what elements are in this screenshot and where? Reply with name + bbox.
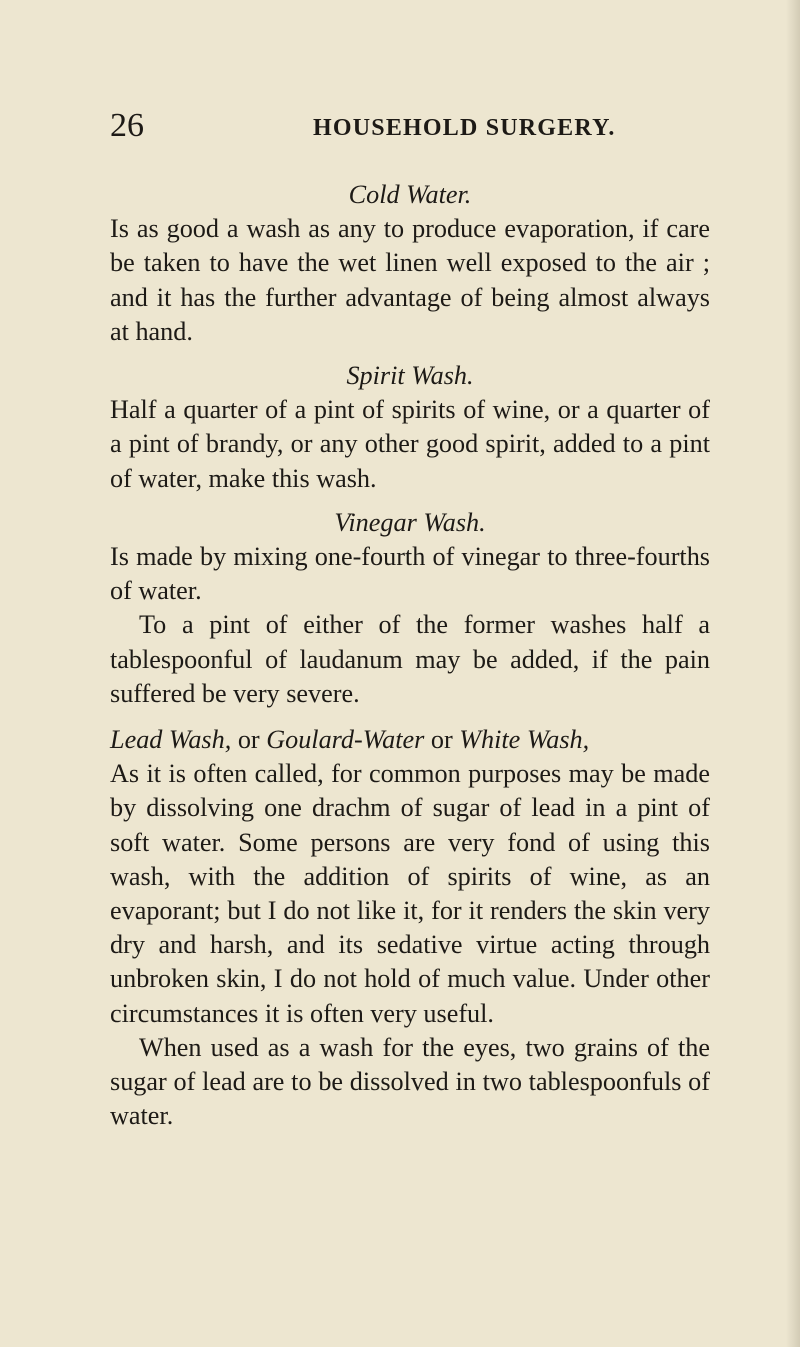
heading-vinegar-wash: Vinegar Wash. — [334, 507, 486, 537]
page-number: 26 — [110, 107, 144, 144]
heading-lead-wash-part1: Lead Wash, — [110, 725, 232, 755]
heading-spirit-wash: Spirit Wash. — [346, 361, 474, 391]
running-head: HOUSEHOLD SURGERY. — [313, 115, 616, 141]
paragraph-laudanum: To a pint of either of the former washes half a tablespoonful of laudanum may be added, if the pain suffered be very severe. — [110, 610, 710, 708]
heading-or-2: or — [424, 725, 460, 755]
paragraph-cold-water: Is as good a wash as any to produce evaporation, if care be taken to have the wet linen well exposed to the air ; and it has the further advantage of being almost always at hand. — [110, 214, 710, 346]
paragraph-vinegar-wash: Is made by mixing one-fourth of vinegar to three-fourths of water. — [110, 542, 710, 606]
paragraph-spirit-wash: Half a quarter of a pint of spirits of wine, or a quarter of a pint of brandy, or any other good spirit, added to a pint of water, make this wash. — [110, 395, 710, 493]
page-body — [110, 178, 710, 1133]
paragraph-lead-wash: As it is often called, for common purposes may be made by dissolving one drachm of sugar of lead in a pint of soft water. Some persons are very fond of using this wash, with the addition of spirits of wine, as an evaporant; but I do not like it, for it renders the skin very dry and harsh, and its sedative virtue acting through unbroken skin, I do not hold of much value. Under other circumstances it is often very useful. — [110, 759, 710, 1028]
heading-white-wash: White Wash, — [459, 725, 590, 755]
heading-goulard-water: Goulard-Water — [266, 725, 425, 755]
heading-lead-wash — [110, 723, 710, 757]
heading-cold-water: Cold Water. — [348, 180, 472, 209]
page-edge-shadow — [786, 0, 800, 1347]
page-header — [110, 106, 710, 146]
heading-or-1: or — [231, 725, 267, 755]
paragraph-eye-wash: When used as a wash for the eyes, two grains of the sugar of lead are to be dissolved in two tablespoonfuls of water. — [110, 1032, 710, 1131]
